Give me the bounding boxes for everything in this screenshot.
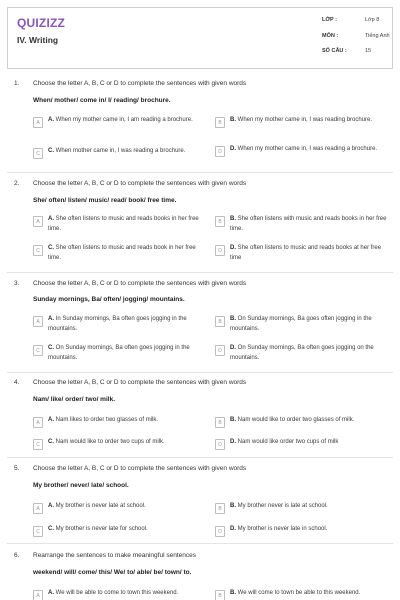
answer-option-d[interactable]	[215, 145, 395, 157]
option-sentence: On Sunday mornings, Ba goes often jogging in the mountains.	[230, 316, 372, 332]
option-letter: D.	[230, 245, 236, 251]
question-divider	[7, 457, 393, 458]
question-divider	[7, 172, 393, 173]
question-prompt: Sunday mornings, Ba/ often/ jogging/ mountains.	[33, 296, 185, 303]
question-instruction: Choose the letter A, B, C or D to complete the sentences with given words	[33, 80, 247, 87]
question-number: 6.	[14, 552, 20, 559]
answer-option-c[interactable]	[33, 244, 213, 263]
quizizz-logo: QUIZIZZ	[17, 16, 66, 30]
meta-row-subject	[322, 33, 390, 49]
question-number: 3.	[14, 280, 20, 287]
option-text	[48, 589, 208, 599]
answer-option-b[interactable]	[215, 315, 395, 334]
answer-option-c[interactable]	[33, 344, 213, 363]
answer-option-a[interactable]	[33, 215, 213, 234]
option-box[interactable]: B	[215, 417, 225, 428]
option-sentence: My brother is never late in school.	[237, 526, 328, 532]
answer-option-c[interactable]	[33, 525, 213, 537]
answer-option-d[interactable]	[215, 344, 395, 363]
question-instruction: Rearrange the sentences to make meaningful sentences	[33, 552, 196, 559]
option-sentence: My brother never is late at school.	[237, 503, 328, 509]
option-letter: D.	[230, 345, 236, 351]
answer-option-a[interactable]	[33, 589, 213, 600]
answer-option-b[interactable]	[215, 502, 395, 514]
option-text	[230, 525, 390, 535]
option-text	[48, 525, 208, 535]
option-text	[230, 315, 390, 334]
option-letter: C.	[48, 148, 54, 154]
option-text	[230, 244, 390, 263]
question-divider	[7, 543, 393, 544]
option-sentence: Nam would like to order two cups of milk.	[55, 439, 165, 445]
meta-label: SỐ CÂU :	[322, 48, 347, 54]
answer-option-c[interactable]	[33, 438, 213, 450]
option-sentence: When my mother came in, I was reading a brochure.	[237, 146, 378, 152]
option-sentence: In Sunday mornings, Ba often goes jogging in the mountains.	[48, 316, 187, 332]
question-number: 2.	[14, 180, 20, 187]
section-title: IV. Writing	[17, 35, 59, 45]
option-text	[230, 215, 390, 234]
option-sentence: Nam would like order two cups of milk	[237, 439, 339, 445]
answer-option-d[interactable]	[215, 525, 395, 537]
option-letter: B.	[230, 117, 236, 123]
question-number: 5.	[14, 465, 20, 472]
option-letter: D.	[230, 526, 236, 532]
question-instruction: Choose the letter A, B, C or D to complete the sentences with given words	[33, 465, 247, 472]
question-divider	[7, 372, 393, 373]
option-sentence: She often listens to music and reads book in her free time.	[48, 245, 196, 261]
option-text	[230, 116, 390, 126]
question-prompt: She/ often/ listen/ music/ read/ book/ free time.	[33, 197, 177, 204]
option-box[interactable]: B	[215, 590, 225, 600]
option-letter: C.	[48, 439, 54, 445]
option-box[interactable]: C	[33, 245, 43, 256]
option-letter: C.	[48, 245, 54, 251]
question-instruction: Choose the letter A, B, C or D to complete the sentences with given words	[33, 379, 247, 386]
answer-option-b[interactable]	[215, 215, 395, 234]
option-text	[48, 147, 208, 157]
option-sentence: She often listens to music and reads books in her free time.	[48, 216, 199, 232]
option-text	[230, 502, 390, 512]
option-box[interactable]: D	[215, 526, 225, 537]
option-box[interactable]: B	[215, 216, 225, 227]
option-box[interactable]: D	[215, 146, 225, 157]
option-text	[48, 502, 208, 512]
option-box[interactable]: D	[215, 439, 225, 450]
option-text	[48, 215, 208, 234]
answer-option-b[interactable]	[215, 589, 395, 600]
option-box[interactable]: A	[33, 117, 43, 128]
answer-option-d[interactable]	[215, 244, 395, 263]
question-instruction: Choose the letter A, B, C or D to complete the sentences with given words	[33, 280, 247, 287]
question-instruction: Choose the letter A, B, C or D to complete the sentences with given words	[33, 180, 247, 187]
option-box[interactable]: A	[33, 216, 43, 227]
option-text	[48, 244, 208, 263]
worksheet-meta	[322, 17, 390, 64]
option-box[interactable]: D	[215, 345, 225, 356]
option-box[interactable]: A	[33, 417, 43, 428]
meta-row-class	[322, 17, 390, 33]
option-letter: B.	[230, 417, 236, 423]
option-sentence: On Sunday mornings, Ba often goes jogging in the mountains.	[48, 345, 190, 361]
option-box[interactable]: C	[33, 345, 43, 356]
meta-label: MÔN :	[322, 32, 339, 39]
option-box[interactable]: B	[215, 503, 225, 514]
option-letter: D.	[230, 439, 236, 445]
option-text	[48, 315, 208, 334]
option-box[interactable]: D	[215, 245, 225, 256]
meta-value: Lớp 8	[365, 17, 380, 23]
option-letter: D.	[230, 146, 236, 152]
option-box[interactable]: A	[33, 503, 43, 514]
option-letter: A.	[48, 503, 54, 509]
option-sentence: She often listens to music and reads books at her free time	[230, 245, 382, 261]
answer-option-a[interactable]	[33, 116, 213, 128]
option-sentence: We will come to town be able to this weekend.	[237, 590, 361, 596]
option-box[interactable]: A	[33, 590, 43, 600]
question-prompt: weekend/ will/ come/ this/ We/ to/ able/ be/ town/ to.	[33, 569, 192, 576]
answer-option-b[interactable]	[215, 116, 395, 128]
option-text	[230, 344, 390, 363]
question-number: 1.	[14, 80, 20, 87]
option-text	[48, 438, 208, 448]
option-text	[230, 438, 390, 448]
option-text	[230, 589, 395, 599]
option-letter: A.	[48, 316, 54, 322]
option-sentence: When my mother came in, I am reading a brochure.	[55, 117, 193, 123]
meta-label: LỚP :	[322, 17, 337, 23]
option-letter: A.	[48, 117, 54, 123]
worksheet-header	[7, 7, 393, 69]
option-sentence: She often listens with music and reads books in her free time.	[230, 216, 387, 232]
option-sentence: When my mother came in, I was reading brochure.	[237, 117, 373, 123]
option-box[interactable]: B	[215, 316, 225, 327]
option-box[interactable]: B	[215, 117, 225, 128]
option-sentence: My brother is never late at school.	[55, 503, 146, 509]
option-sentence: We will be able to come to town this weekend.	[55, 590, 179, 596]
answer-option-c[interactable]	[33, 147, 213, 159]
meta-row-question-count	[322, 48, 390, 64]
option-sentence: My brother is never late for school.	[55, 526, 148, 532]
option-letter: B.	[230, 316, 236, 322]
option-box[interactable]: C	[33, 439, 43, 450]
option-sentence: When mother came in, I was reading a brochure.	[55, 148, 186, 154]
answer-option-b[interactable]	[215, 416, 395, 428]
option-text	[48, 416, 208, 426]
option-letter: A.	[48, 417, 54, 423]
question-divider	[7, 272, 393, 273]
answer-option-a[interactable]	[33, 315, 213, 334]
option-sentence: On Sunday mornings, Ba often goes jogging on the mountains.	[230, 345, 374, 361]
option-letter: C.	[48, 345, 54, 351]
question-number: 4.	[14, 379, 20, 386]
question-prompt: When/ mother/ come in/ I/ reading/ brochure.	[33, 97, 171, 104]
question-prompt: Nam/ like/ order/ two/ milk.	[33, 396, 115, 403]
option-text	[230, 145, 390, 155]
option-letter: B.	[230, 503, 236, 509]
option-letter: B.	[230, 590, 236, 596]
option-sentence: Nam would like to order two glasses of milk.	[237, 417, 355, 423]
option-text	[48, 344, 208, 363]
option-text	[230, 416, 395, 426]
option-letter: B.	[230, 216, 236, 222]
meta-value: 15	[365, 48, 372, 54]
option-box[interactable]: C	[33, 148, 43, 159]
option-sentence: Nam likes to order two glasses of milk.	[55, 417, 159, 423]
option-letter: C.	[48, 526, 54, 532]
option-box[interactable]: C	[33, 526, 43, 537]
meta-value: Tiếng Anh	[365, 32, 390, 39]
answer-option-a[interactable]	[33, 416, 213, 428]
option-letter: A.	[48, 216, 54, 222]
answer-option-a[interactable]	[33, 502, 213, 514]
answer-option-d[interactable]	[215, 438, 395, 450]
option-box[interactable]: A	[33, 316, 43, 327]
option-letter: A.	[48, 590, 54, 596]
option-text	[48, 116, 208, 126]
question-prompt: My brother/ never/ late/ school.	[33, 482, 129, 489]
